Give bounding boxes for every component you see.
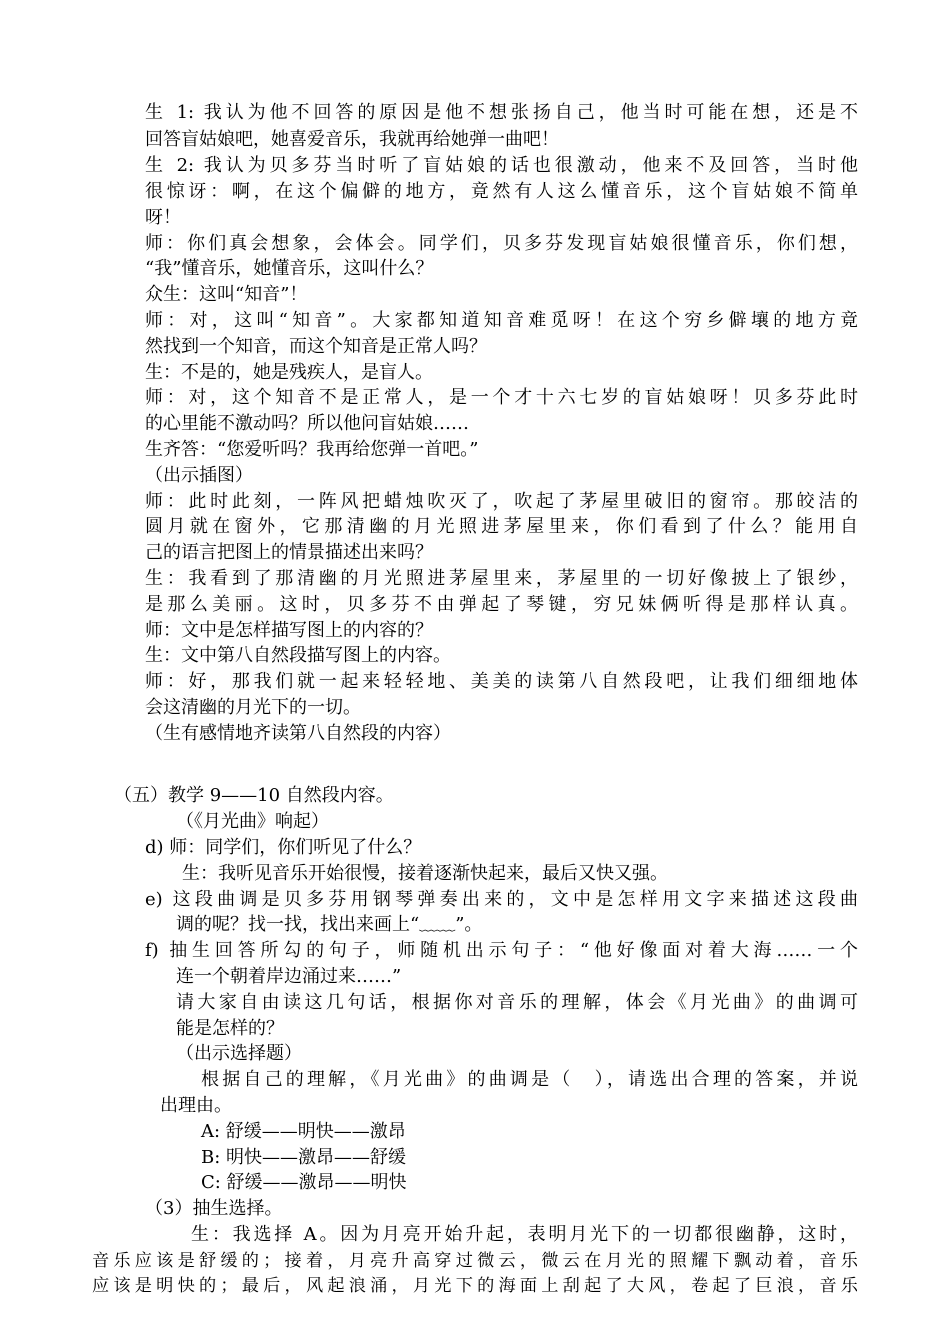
- text-line: （出示插图）: [145, 465, 253, 486]
- text-line: 音乐应该是舒缓的；接着，月亮升高穿过微云，微云在月光的照耀下飘动着，音乐: [92, 1251, 858, 1271]
- text-line: 生 1: 我认为他不回答的原因是他不想张扬自己，他当时可能在想，还是不: [145, 102, 858, 123]
- text-line: 众生：这叫“知音”！: [145, 284, 308, 305]
- text-line: 生：不是的，她是残疾人，是盲人。: [145, 362, 433, 383]
- text-line: 师：此时此刻，一阵风把蜡烛吹灭了，吹起了茅屋里破旧的窗帘。那皎洁的: [145, 491, 858, 512]
- text-line: 生：文中第八自然段描写图上的内容。: [145, 645, 451, 666]
- text-line: 是那么美丽。这时，贝多芬不由弹起了琴键，穷兄妹俩听得是那样认真。: [145, 594, 858, 615]
- text-line: 师：好，那我们就一起来轻轻地、美美的读第八自然段吧，让我们细细地体: [145, 671, 858, 692]
- text-line: 圆月就在窗外，它那清幽的月光照进茅屋里来，你们看到了什么？能用自: [145, 516, 858, 537]
- text-line: 师：你们真会想象，会体会。同学们，贝多芬发现盲姑娘很懂音乐，你们想，: [145, 233, 858, 254]
- list-item-f: f) 抽生回答所勾的句子，师随机出示句子：“他好像面对着大海……一个: [145, 940, 858, 961]
- text-line: 会这清幽的月光下的一切。: [145, 697, 361, 718]
- option-a: A: 舒缓——明快——激昂: [201, 1121, 406, 1142]
- text-line: 然找到一个知音，而这个知音是正常人吗？: [145, 336, 487, 357]
- text-line: 的心里能不激动吗？所以他问盲姑娘……: [145, 413, 469, 434]
- text-line: （《月光曲》响起）: [176, 811, 329, 832]
- section-heading: （五）教学 9——10 自然段内容。: [114, 785, 394, 806]
- text-line: （3）抽生选择。: [145, 1198, 283, 1219]
- text-line: 出理由。: [160, 1095, 232, 1116]
- text-line: 生：我听见音乐开始很慢，接着逐渐快起来，最后又快又强。: [182, 863, 668, 884]
- text-line: 师：对，这叫“知音”。大家都知道知音难觅呀！在这个穷乡僻壤的地方竟: [145, 310, 858, 331]
- text-line: 连一个朝着岸边涌过来……”: [176, 966, 402, 987]
- text-line: （出示选择题）: [176, 1043, 302, 1064]
- text-line: 应该是明快的；最后，风起浪涌，月光下的海面上刮起了大风，卷起了巨浪，音乐: [92, 1276, 858, 1296]
- option-b: B: 明快——激昂——舒缓: [201, 1147, 407, 1168]
- question-text: 根据自己的理解，《月光曲》的曲调是（ ），请选出合理的答案，并说: [201, 1069, 858, 1090]
- text-line: 师：对，这个知音不是正常人，是一个才十六七岁的盲姑娘呀！贝多芬此时: [145, 387, 858, 408]
- text-line: 回答盲姑娘吧，她喜爱音乐，我就再给她弹一曲吧！: [145, 129, 559, 150]
- text-line: 生齐答：“您爱听吗？我再给您弹一首吧。”: [145, 439, 479, 460]
- text-line: 很惊讶：啊，在这个偏僻的地方，竟然有人这么懂音乐，这个盲姑娘不简单: [145, 181, 858, 202]
- text-line: 生：我选择 A。因为月亮开始升起，表明月光下的一切都很幽静，这时，: [191, 1224, 858, 1245]
- text-line: 师：文中是怎样描写图上的内容的？: [145, 620, 433, 641]
- option-c: C: 舒缓——激昂——明快: [201, 1172, 407, 1193]
- text-line: 请大家自由读这几句话，根据你对音乐的理解，体会《月光曲》的曲调可: [176, 992, 858, 1013]
- text-line: 调的呢？找一找，找出来画上“﹏﹏”。: [176, 914, 483, 935]
- list-item-d: d) 师：同学们，你们听见了什么？: [145, 837, 422, 858]
- text-line: 呀！: [145, 207, 181, 228]
- list-item-e: e) 这段曲调是贝多芬用钢琴弹奏出来的，文中是怎样用文字来描述这段曲: [145, 889, 858, 910]
- text-line: “我”懂音乐，她懂音乐，这叫什么？: [145, 258, 434, 279]
- text-line: （生有感情地齐读第八自然段的内容）: [145, 723, 451, 744]
- text-line: 生 2: 我认为贝多芬当时听了盲姑娘的话也很激动，他来不及回答，当时他: [145, 155, 858, 176]
- text-line: 生：我看到了那清幽的月光照进茅屋里来，茅屋里的一切好像披上了银纱，: [145, 568, 858, 589]
- text-line: 能是怎样的？: [176, 1018, 284, 1039]
- text-line: 己的语言把图上的情景描述出来吗？: [145, 542, 433, 563]
